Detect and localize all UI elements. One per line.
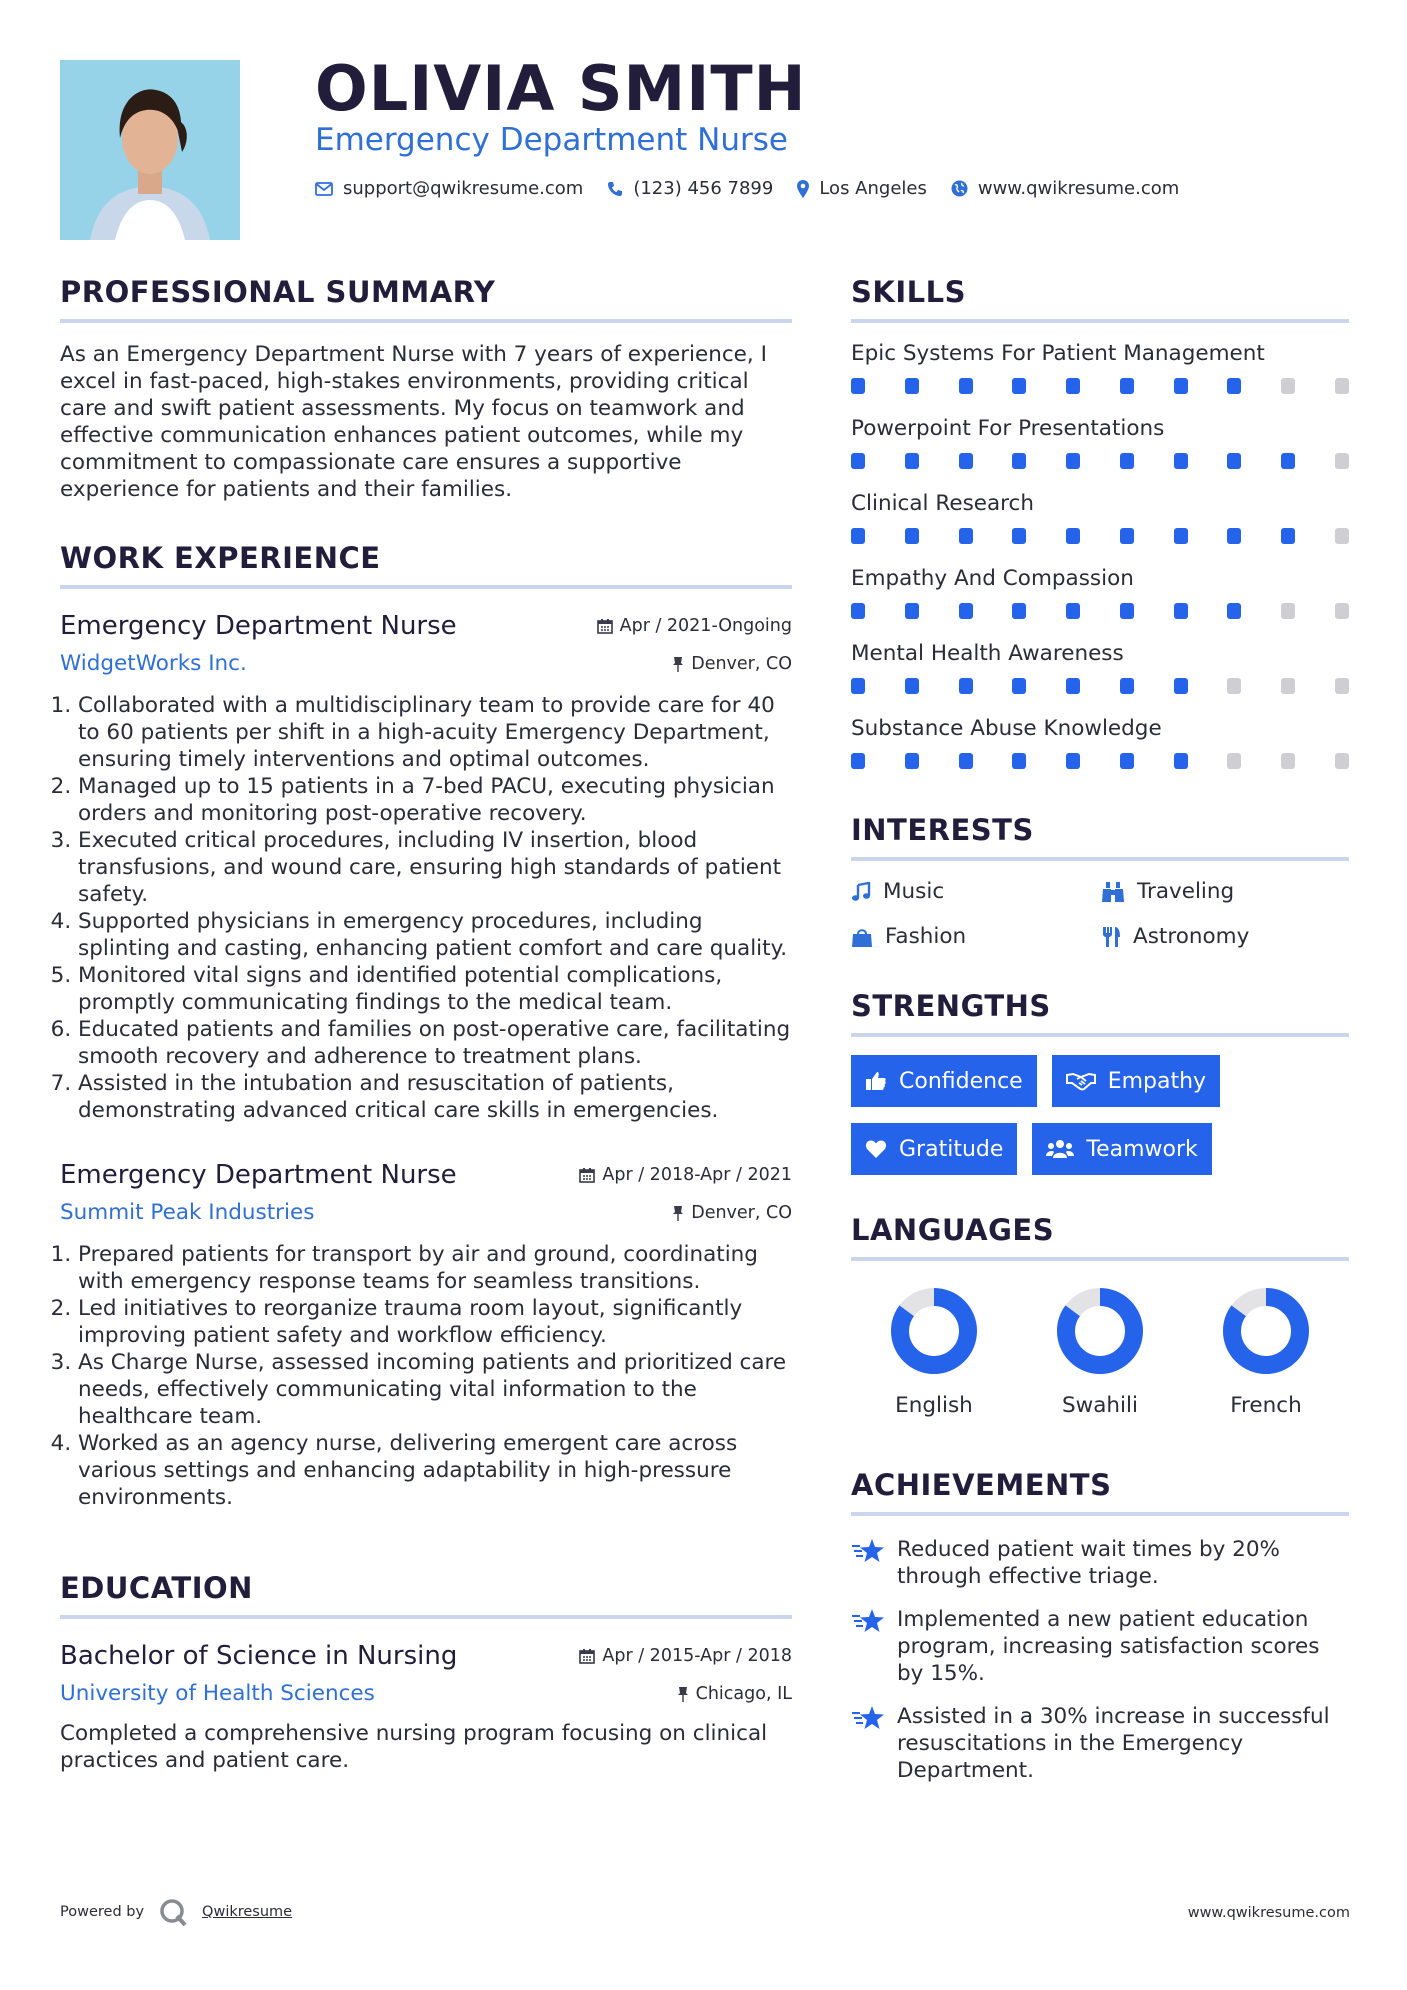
skill-name: Clinical Research (851, 491, 1034, 516)
rating-dot-filled (959, 453, 973, 469)
rating-dot-filled (1120, 753, 1134, 769)
language-item (1183, 1287, 1349, 1418)
duty-item: 4. Supported physicians in emergency procedures, including splinting and casting, enhancing patient comfort and care quality. (78, 908, 792, 962)
language-item (851, 1287, 1017, 1418)
left-column (60, 275, 792, 1774)
rating-dot-empty (1281, 753, 1295, 769)
rating-dot-filled (851, 378, 865, 394)
skill-item (851, 566, 1349, 619)
envelope-icon (315, 182, 333, 196)
rating-dot-filled (1174, 378, 1188, 394)
contact-website[interactable] (951, 178, 1179, 199)
skill-rating (851, 453, 1349, 469)
rating-dot-filled (959, 603, 973, 619)
avatar (60, 60, 240, 240)
rating-dot-filled (1174, 678, 1188, 694)
interest-item (1101, 879, 1341, 904)
rating-dot-filled (1174, 603, 1188, 619)
rating-dot-filled (1227, 603, 1241, 619)
rating-dot-filled (851, 603, 865, 619)
rating-dot-filled (905, 603, 919, 619)
achievement-item (851, 1536, 1349, 1590)
rating-dot-empty (1281, 603, 1295, 619)
achievements-section (851, 1468, 1349, 1784)
rating-dot-filled (1012, 453, 1026, 469)
strength-chip (851, 1055, 1037, 1107)
globe-icon (951, 180, 968, 197)
rating-dot-filled (905, 453, 919, 469)
languages-section (851, 1213, 1349, 1418)
skill-item (851, 341, 1349, 394)
achievement-text: Implemented a new patient education program, increasing satisfaction scores by 15%. (897, 1607, 1320, 1686)
education-section (60, 1571, 792, 1774)
pin-icon (677, 1686, 689, 1702)
rating-dot-filled (905, 753, 919, 769)
thumbs-up-icon (865, 1071, 887, 1091)
rating-dot-filled (1120, 603, 1134, 619)
rating-dot-filled (1012, 528, 1026, 544)
job-dates-text: Apr / 2018-Apr / 2021 (602, 1165, 792, 1185)
rating-dot-filled (1174, 528, 1188, 544)
education-dates (579, 1646, 792, 1666)
rating-dot-empty (1335, 453, 1349, 469)
contact-location (797, 178, 927, 199)
language-proficiency-ring (1056, 1287, 1144, 1375)
duties-list (60, 1241, 792, 1511)
strength-label: Empathy (1107, 1068, 1207, 1094)
language-proficiency-ring (1222, 1287, 1310, 1375)
star-icon (851, 1538, 885, 1564)
achievement-text: Reduced patient wait times by 20% through effective triage. (897, 1537, 1280, 1589)
location-text: Los Angeles (819, 178, 927, 199)
footer-website[interactable]: www.qwikresume.com (1187, 1905, 1350, 1921)
pin-icon (672, 656, 684, 672)
rating-dot-filled (1012, 378, 1026, 394)
language-name: French (1230, 1393, 1302, 1418)
interests-section (851, 813, 1349, 949)
interests-heading: INTERESTS (851, 813, 1349, 861)
strength-chip (851, 1123, 1017, 1175)
rating-dot-filled (851, 528, 865, 544)
language-name: English (895, 1393, 973, 1418)
map-marker-icon (797, 180, 809, 198)
duty-item: 2. Led initiatives to reorganize trauma room layout, significantly improving patient safety and workflow efficiency. (78, 1295, 792, 1349)
rating-dot-filled (1174, 753, 1188, 769)
utensils-icon (1101, 926, 1121, 948)
duty-item: 2. Managed up to 15 patients in a 7-bed PACU, executing physician orders and monitoring post-operative recovery. (78, 773, 792, 827)
binoculars-icon (1101, 881, 1125, 903)
rating-dot-filled (1120, 378, 1134, 394)
languages-list (851, 1287, 1349, 1418)
language-name: Swahili (1062, 1393, 1138, 1418)
email-text: support@qwikresume.com (343, 178, 584, 199)
footer-powered-by (60, 1897, 292, 1927)
rating-dot-filled (959, 753, 973, 769)
rating-dot-filled (1012, 753, 1026, 769)
skill-rating (851, 378, 1349, 394)
rating-dot-filled (1227, 378, 1241, 394)
duty-item: 6. Educated patients and families on post-operative care, facilitating smooth recovery and adherence to treatment plans. (78, 1016, 792, 1070)
rating-dot-filled (905, 528, 919, 544)
skill-name: Mental Health Awareness (851, 641, 1124, 666)
job-dates-text: Apr / 2021-Ongoing (619, 616, 792, 636)
strength-chip (1032, 1123, 1211, 1175)
education-dates-text: Apr / 2015-Apr / 2018 (602, 1646, 792, 1666)
rating-dot-filled (959, 528, 973, 544)
duty-item: 5. Monitored vital signs and identified potential complications, promptly communicating findings to the medical team. (78, 962, 792, 1016)
summary-heading: PROFESSIONAL SUMMARY (60, 275, 792, 323)
duty-item: 3. As Charge Nurse, assessed incoming patients and prioritized care needs, effectively communicating vital information to the healthcare team. (78, 1349, 792, 1430)
skill-item (851, 716, 1349, 769)
degree-title: Bachelor of Science in Nursing (60, 1641, 458, 1671)
education-heading: EDUCATION (60, 1571, 792, 1619)
rating-dot-filled (1066, 453, 1080, 469)
phone-icon (607, 181, 623, 197)
rating-dot-filled (1066, 678, 1080, 694)
job-title: Emergency Department Nurse (60, 611, 457, 641)
skill-item (851, 491, 1349, 544)
experience-heading: WORK EXPERIENCE (60, 541, 792, 589)
interest-item (851, 879, 1101, 904)
music-icon (851, 882, 871, 902)
rating-dot-empty (1335, 528, 1349, 544)
duty-item: 3. Executed critical procedures, including IV insertion, blood transfusions, and wound care, ensuring high standards of patient safety. (78, 827, 792, 908)
skill-item (851, 641, 1349, 694)
strength-label: Teamwork (1086, 1136, 1198, 1162)
rating-dot-filled (959, 378, 973, 394)
pin-icon (672, 1205, 684, 1221)
skill-item (851, 416, 1349, 469)
contact-email[interactable] (315, 178, 583, 199)
rating-dot-filled (1281, 453, 1295, 469)
rating-dot-filled (851, 753, 865, 769)
achievement-item (851, 1606, 1349, 1687)
rating-dot-filled (1066, 603, 1080, 619)
rating-dot-filled (1120, 528, 1134, 544)
qwikresume-logo-icon (158, 1897, 188, 1927)
star-icon (851, 1705, 885, 1731)
achievement-item (851, 1703, 1349, 1784)
duty-item: 7. Assisted in the intubation and resuscitation of patients, demonstrating advanced critical care skills in emergencies. (78, 1070, 792, 1124)
strengths-heading: STRENGTHS (851, 989, 1349, 1037)
interest-label: Fashion (885, 924, 967, 949)
rating-dot-filled (851, 453, 865, 469)
education-location (677, 1684, 792, 1704)
rating-dot-empty (1281, 678, 1295, 694)
rating-dot-empty (1335, 678, 1349, 694)
company-name: Summit Peak Industries (60, 1200, 315, 1225)
achievements-list (851, 1536, 1349, 1784)
school-name: University of Health Sciences (60, 1681, 375, 1706)
job-location-text: Denver, CO (691, 1202, 792, 1223)
rating-dot-empty (1227, 678, 1241, 694)
star-icon (851, 1608, 885, 1634)
rating-dot-filled (1120, 678, 1134, 694)
job-dates (597, 616, 792, 636)
calendar-icon (579, 1648, 595, 1664)
job-location-text: Denver, CO (691, 653, 792, 674)
rating-dot-empty (1227, 753, 1241, 769)
brand-link[interactable]: Qwikresume (202, 1904, 293, 1920)
skill-name: Empathy And Compassion (851, 566, 1134, 591)
job-entry (60, 1160, 792, 1511)
interest-label: Traveling (1137, 879, 1235, 904)
strength-label: Gratitude (899, 1136, 1004, 1162)
interests-grid (851, 879, 1349, 949)
rating-dot-filled (1227, 528, 1241, 544)
handshake-icon (1066, 1071, 1096, 1091)
skill-rating (851, 678, 1349, 694)
skill-name: Epic Systems For Patient Management (851, 341, 1265, 366)
skill-name: Powerpoint For Presentations (851, 416, 1165, 441)
job-entry (60, 611, 792, 1124)
users-icon (1046, 1139, 1074, 1159)
rating-dot-filled (1227, 453, 1241, 469)
skills-section (851, 275, 1349, 769)
rating-dot-filled (1120, 453, 1134, 469)
rating-dot-empty (1281, 378, 1295, 394)
rating-dot-filled (1012, 678, 1026, 694)
calendar-icon (579, 1167, 595, 1183)
skill-rating (851, 753, 1349, 769)
interest-item (1101, 924, 1341, 949)
skills-list (851, 341, 1349, 769)
education-location-text: Chicago, IL (695, 1683, 792, 1704)
language-proficiency-ring (890, 1287, 978, 1375)
company-name: WidgetWorks Inc. (60, 651, 247, 676)
rating-dot-empty (1335, 753, 1349, 769)
skills-heading: SKILLS (851, 275, 1349, 323)
job-dates (579, 1165, 792, 1185)
candidate-name: OLIVIA SMITH (315, 52, 807, 125)
education-entry (60, 1641, 792, 1774)
summary-section (60, 275, 792, 503)
rating-dot-filled (1174, 453, 1188, 469)
rating-dot-filled (1066, 378, 1080, 394)
duty-item: 1. Collaborated with a multidisciplinary team to provide care for 40 to 60 patients per shift in a high-acuity Emergency Department, ensuring timely interventions and optimal outcomes. (78, 692, 792, 773)
strengths-list (851, 1055, 1349, 1175)
strength-chip (1052, 1055, 1220, 1107)
rating-dot-filled (851, 678, 865, 694)
languages-heading: LANGUAGES (851, 1213, 1349, 1261)
duty-item: 4. Worked as an agency nurse, delivering emergent care across various settings and enhancing adaptability in high-pressure environments. (78, 1430, 792, 1511)
contact-phone[interactable] (607, 178, 773, 199)
language-item (1017, 1287, 1183, 1418)
phone-text: (123) 456 7899 (633, 178, 774, 199)
strengths-section (851, 989, 1349, 1175)
duty-item: 1. Prepared patients for transport by air and ground, coordinating with emergency response teams for seamless transitions. (78, 1241, 792, 1295)
candidate-title: Emergency Department Nurse (315, 122, 788, 158)
rating-dot-filled (1281, 528, 1295, 544)
job-title: Emergency Department Nurse (60, 1160, 457, 1190)
contact-bar (315, 178, 1203, 199)
rating-dot-empty (1335, 603, 1349, 619)
interest-label: Music (883, 879, 945, 904)
rating-dot-filled (1012, 603, 1026, 619)
rating-dot-filled (1066, 753, 1080, 769)
rating-dot-filled (905, 678, 919, 694)
heart-icon (865, 1139, 887, 1159)
experience-section (60, 541, 792, 1511)
summary-text: As an Emergency Department Nurse with 7 years of experience, I excel in fast-paced, high-stakes environments, providing critical care and swift patient assessments. My focus on teamwork and effective communication enhances patient outcomes, while my commitment to compassionate care ensures a supportive experience for patients and their families. (60, 342, 767, 502)
shopping-bag-icon (851, 926, 873, 948)
achievements-heading: ACHIEVEMENTS (851, 1468, 1349, 1516)
job-location (672, 1203, 792, 1223)
calendar-icon (597, 618, 613, 634)
rating-dot-filled (905, 378, 919, 394)
profile-photo (60, 60, 240, 240)
skill-name: Substance Abuse Knowledge (851, 716, 1162, 741)
rating-dot-filled (959, 678, 973, 694)
achievement-text: Assisted in a 30% increase in successful resuscitations in the Emergency Department. (897, 1704, 1330, 1783)
skill-rating (851, 528, 1349, 544)
education-description: Completed a comprehensive nursing program focusing on clinical practices and patient care. (60, 1721, 768, 1773)
skill-rating (851, 603, 1349, 619)
duties-list (60, 692, 792, 1124)
rating-dot-empty (1335, 378, 1349, 394)
rating-dot-filled (1066, 528, 1080, 544)
powered-by-text: Powered by (60, 1904, 145, 1920)
interest-item (851, 924, 1101, 949)
strength-label: Confidence (899, 1068, 1023, 1094)
website-text: www.qwikresume.com (977, 178, 1180, 199)
interest-label: Astronomy (1133, 924, 1250, 949)
right-column (851, 275, 1349, 1800)
job-location (672, 654, 792, 674)
